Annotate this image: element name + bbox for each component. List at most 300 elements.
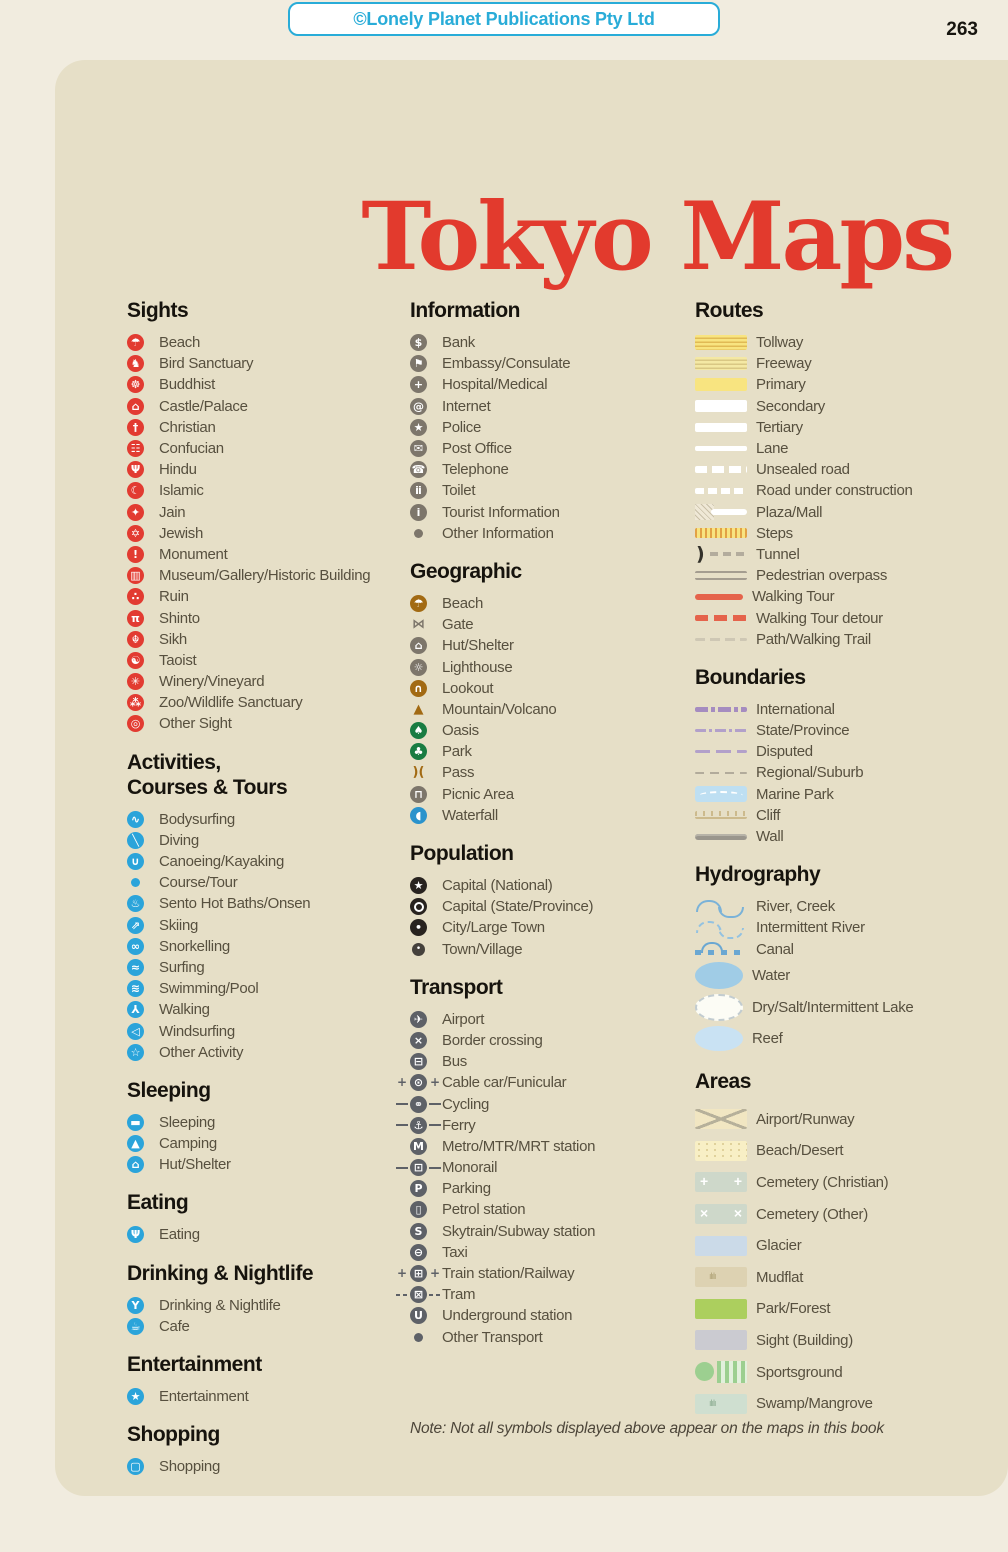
legend-item-label: Picnic Area bbox=[442, 785, 514, 803]
legend-item bbox=[127, 1042, 410, 1063]
legend-section-hydrography bbox=[695, 862, 998, 1054]
legend-item bbox=[127, 353, 410, 374]
hut-shelter-icon: ⌂ bbox=[127, 1156, 144, 1173]
legend-item bbox=[410, 805, 695, 826]
legend-panel bbox=[55, 60, 1008, 1496]
legend-item-label: Road under construction bbox=[756, 482, 913, 500]
legend-item-label: Christian bbox=[159, 418, 216, 436]
legend-item-label: Skytrain/Subway station bbox=[442, 1222, 596, 1240]
legend-item bbox=[410, 1199, 695, 1220]
legend-section-shopping bbox=[127, 1422, 410, 1477]
unsealed-road-swatch bbox=[695, 466, 747, 473]
legend-item bbox=[695, 762, 998, 783]
legend-item bbox=[127, 671, 410, 692]
legend-item-label: Bird Sanctuary bbox=[159, 355, 254, 373]
windsurfing-icon: ◁ bbox=[127, 1023, 144, 1040]
internet-icon: @ bbox=[410, 398, 427, 415]
pedestrian-overpass-swatch bbox=[695, 571, 747, 580]
town-village-icon: • bbox=[412, 943, 425, 956]
legend-item bbox=[410, 939, 695, 960]
legend-item bbox=[410, 1284, 695, 1305]
swimming-pool-icon: ≋ bbox=[127, 980, 144, 997]
cycling-icon: ⚭ bbox=[410, 1096, 427, 1113]
picnic-area-icon: ⊓ bbox=[410, 786, 427, 803]
capital-national-icon: ★ bbox=[410, 877, 427, 894]
legend-item bbox=[695, 438, 998, 459]
legend-item-label: Wall bbox=[756, 828, 784, 846]
legend-item-label: Swamp/Mangrove bbox=[756, 1395, 873, 1413]
bird-sanctuary-icon: ♞ bbox=[127, 355, 144, 372]
page-number: 263 bbox=[946, 19, 978, 40]
train-station-railway-icon: + ⊞ + bbox=[410, 1265, 427, 1282]
legend-item bbox=[410, 635, 695, 656]
legend-item-label: Zoo/Wildlife Sanctuary bbox=[159, 694, 303, 712]
legend-item-label: Course/Tour bbox=[159, 874, 238, 892]
legend-section-activities-courses-tours bbox=[127, 750, 410, 1063]
canoeing-kayaking-icon: ∪ bbox=[127, 853, 144, 870]
legend-item-label: Sight (Building) bbox=[756, 1331, 853, 1349]
ruin-icon: ∴ bbox=[127, 588, 144, 605]
other-information-icon bbox=[414, 529, 423, 538]
legend-item bbox=[695, 396, 998, 417]
legend-item bbox=[695, 565, 998, 586]
glacier-area-swatch bbox=[695, 1236, 747, 1256]
legend-item bbox=[127, 1020, 410, 1041]
legend-item bbox=[410, 1072, 695, 1093]
snorkelling-icon: ∞ bbox=[127, 938, 144, 955]
legend-section-information bbox=[410, 298, 695, 544]
legend-item-label: Town/Village bbox=[442, 940, 523, 958]
drinking-nightlife-icon: Y bbox=[127, 1297, 144, 1314]
legend-section-boundaries bbox=[695, 665, 998, 847]
legend-item bbox=[127, 565, 410, 586]
legend-item bbox=[695, 1261, 998, 1293]
legend-item-label: State/Province bbox=[756, 722, 850, 740]
legend-item-label: Plaza/Mall bbox=[756, 503, 823, 521]
legend-item bbox=[410, 438, 695, 459]
legend-item bbox=[410, 741, 695, 762]
airport-icon: ✈ bbox=[410, 1011, 427, 1028]
legend-item-label: Taoist bbox=[159, 651, 197, 669]
legend-item bbox=[127, 1133, 410, 1154]
legend-item bbox=[695, 1167, 998, 1199]
legend-item-label: Parking bbox=[442, 1180, 491, 1198]
ferry-icon: ⚓ bbox=[410, 1117, 427, 1134]
cemetery-christian-area-swatch bbox=[695, 1172, 747, 1192]
legend-item-label: Cemetery (Other) bbox=[756, 1205, 868, 1223]
page-title: Tokyo Maps bbox=[361, 182, 952, 292]
legend-item-label: Eating bbox=[159, 1226, 200, 1244]
legend-item-label: Monorail bbox=[442, 1159, 498, 1177]
tertiary-road-swatch bbox=[695, 423, 747, 432]
other-transport-icon bbox=[414, 1333, 423, 1342]
legend-item bbox=[127, 629, 410, 650]
section-heading-boundaries: Boundaries bbox=[695, 665, 806, 689]
legend-item bbox=[695, 1023, 998, 1055]
legend-item-label: Hospital/Medical bbox=[442, 376, 548, 394]
legend-item bbox=[410, 417, 695, 438]
legend-item bbox=[695, 459, 998, 480]
canal-swatch bbox=[695, 942, 747, 956]
legend-item bbox=[410, 1093, 695, 1114]
legend-section-eating bbox=[127, 1190, 410, 1245]
freeway-swatch bbox=[695, 357, 747, 370]
legend-item-label: Sleeping bbox=[159, 1113, 215, 1131]
section-heading-geographic: Geographic bbox=[410, 559, 522, 583]
legend-item-label: Capital (National) bbox=[442, 877, 553, 895]
jewish-icon: ✡ bbox=[127, 525, 144, 542]
legend-item-label: Walking Tour bbox=[752, 588, 835, 606]
capital-state-province-icon bbox=[410, 898, 427, 915]
buddhist-icon: ☸ bbox=[127, 376, 144, 393]
tourist-information-icon: i bbox=[410, 504, 427, 521]
legend-item bbox=[127, 1224, 410, 1245]
legend-item-label: Tram bbox=[442, 1286, 476, 1304]
section-heading-information: Information bbox=[410, 299, 520, 322]
zoo-wildlife-sanctuary-icon: ⁂ bbox=[127, 694, 144, 711]
legend-item-label: Jain bbox=[159, 503, 186, 521]
police-icon: ★ bbox=[410, 419, 427, 436]
international-boundary-swatch bbox=[695, 707, 747, 712]
post-office-icon: ✉ bbox=[410, 440, 427, 457]
legend-item-label: Tourist Information bbox=[442, 503, 560, 521]
section-heading-drinking-nightlife: Drinking & Nightlife bbox=[127, 1261, 313, 1285]
legend-item-label: Pass bbox=[442, 764, 475, 782]
primary-road-swatch bbox=[695, 378, 747, 391]
castle-palace-icon: ⌂ bbox=[127, 398, 144, 415]
legend-item-label: Hut/Shelter bbox=[442, 637, 514, 655]
legend-item bbox=[695, 720, 998, 741]
legend-item bbox=[410, 1305, 695, 1326]
walking-icon: ⅄ bbox=[127, 1001, 144, 1018]
cemetery-other-area-swatch bbox=[695, 1204, 747, 1224]
disputed-boundary-swatch bbox=[695, 750, 747, 753]
legend-item-label: Other Transport bbox=[442, 1328, 543, 1346]
legend-item-label: Underground station bbox=[442, 1307, 573, 1325]
legend-item bbox=[695, 960, 998, 992]
legend-item-label: Diving bbox=[159, 831, 199, 849]
legend-item-label: Oasis bbox=[442, 722, 479, 740]
legend-item bbox=[127, 1316, 410, 1337]
legend-item bbox=[410, 1157, 695, 1178]
legend-item-label: Post Office bbox=[442, 440, 512, 458]
legend-item-label: Secondary bbox=[756, 397, 826, 415]
walking-tour-swatch bbox=[695, 594, 743, 600]
legend-item bbox=[695, 917, 998, 938]
legend-item-label: Embassy/Consulate bbox=[442, 355, 571, 373]
legend-item bbox=[410, 784, 695, 805]
mudflat-area-swatch bbox=[695, 1267, 747, 1287]
regional-suburb-boundary-swatch bbox=[695, 772, 747, 775]
legend-item bbox=[695, 544, 998, 565]
steps-swatch bbox=[695, 528, 747, 538]
legend-item bbox=[695, 741, 998, 762]
legend-item bbox=[410, 396, 695, 417]
legend-item bbox=[410, 1178, 695, 1199]
legend-item bbox=[127, 978, 410, 999]
legend-item-label: Taxi bbox=[442, 1243, 468, 1261]
diving-icon: ╲ bbox=[127, 832, 144, 849]
legend-item-label: Sikh bbox=[159, 630, 187, 648]
skiing-icon: ⇗ bbox=[127, 917, 144, 934]
tollway-swatch bbox=[695, 335, 747, 350]
legend-item bbox=[410, 1221, 695, 1242]
water-swatch bbox=[695, 962, 743, 989]
legend-item-label: Skiing bbox=[159, 916, 199, 934]
legend-item-label: Intermittent River bbox=[756, 919, 865, 937]
legend-item-label: Beach bbox=[159, 334, 201, 352]
legend-item bbox=[695, 586, 998, 607]
taoist-icon: ☯ bbox=[127, 652, 144, 669]
parking-icon: P bbox=[410, 1180, 427, 1197]
section-heading-hydrography: Hydrography bbox=[695, 863, 821, 887]
legend-section-entertainment bbox=[127, 1352, 410, 1407]
legend-item bbox=[695, 805, 998, 826]
lookout-icon: ∩ bbox=[410, 680, 427, 697]
legend-item bbox=[695, 374, 998, 395]
section-heading-areas: Areas bbox=[695, 1070, 751, 1094]
section-heading-activities-courses-tours: Activities, Courses & Tours bbox=[127, 750, 288, 799]
legend-item bbox=[127, 1154, 410, 1175]
city-large-town-icon: • bbox=[410, 919, 427, 936]
legend-section-population bbox=[410, 841, 695, 960]
marine-park-swatch bbox=[695, 786, 747, 802]
copyright-banner: ©Lonely Planet Publications Pty Ltd bbox=[288, 2, 720, 36]
legend-item-label: Pedestrian overpass bbox=[756, 567, 888, 585]
legend-item-label: Beach bbox=[442, 594, 484, 612]
legend-item-label: Cycling bbox=[442, 1095, 490, 1113]
tunnel-swatch bbox=[695, 546, 747, 562]
legend-item-label: Path/Walking Trail bbox=[756, 630, 871, 648]
legend-item bbox=[695, 1293, 998, 1325]
legend-item-label: Walking Tour detour bbox=[756, 609, 883, 627]
section-heading-sleeping: Sleeping bbox=[127, 1078, 211, 1102]
section-heading-routes: Routes bbox=[695, 299, 764, 322]
legend-item-label: City/Large Town bbox=[442, 919, 545, 937]
legend-item bbox=[127, 872, 410, 893]
legend-item bbox=[695, 1325, 998, 1357]
legend-item-label: Swimming/Pool bbox=[159, 980, 259, 998]
legend-item bbox=[695, 353, 998, 374]
legend-item bbox=[127, 480, 410, 501]
intermittent-river-swatch bbox=[695, 920, 747, 935]
legend-item bbox=[127, 544, 410, 565]
legend-item bbox=[410, 1263, 695, 1284]
legend-item bbox=[695, 699, 998, 720]
legend-item-label: Unsealed road bbox=[756, 461, 850, 479]
legend-item-label: Lane bbox=[756, 440, 789, 458]
legend-section-sleeping bbox=[127, 1078, 410, 1176]
legend-note: Note: Not all symbols displayed above appear on the maps in this book bbox=[410, 1420, 884, 1437]
state-province-boundary-swatch bbox=[695, 729, 747, 732]
legend-item-label: Airport bbox=[442, 1010, 485, 1028]
waterfall-icon: ◖ bbox=[410, 807, 427, 824]
legend-item-label: Toilet bbox=[442, 482, 476, 500]
legend-item bbox=[695, 1198, 998, 1230]
legend-item bbox=[127, 1112, 410, 1133]
legend-item-label: Other Sight bbox=[159, 715, 232, 733]
legend-item-label: Freeway bbox=[756, 355, 812, 373]
legend-item bbox=[127, 332, 410, 353]
dry-salt-intermittent-lake-swatch bbox=[695, 994, 743, 1021]
bus-icon: ⊟ bbox=[410, 1053, 427, 1070]
sportsground-area-swatch bbox=[695, 1361, 747, 1383]
legend-item bbox=[127, 459, 410, 480]
confucian-icon: ☷ bbox=[127, 440, 144, 457]
legend-item bbox=[410, 480, 695, 501]
legend-item-label: Cable car/Funicular bbox=[442, 1074, 567, 1092]
legend-item bbox=[127, 523, 410, 544]
section-heading-entertainment: Entertainment bbox=[127, 1352, 262, 1376]
legend-item-label: Cliff bbox=[756, 806, 781, 824]
legend-item bbox=[695, 332, 998, 353]
legend-item-label: Petrol station bbox=[442, 1201, 526, 1219]
legend-item bbox=[410, 656, 695, 677]
legend-item-label: Metro/MTR/MRT station bbox=[442, 1137, 596, 1155]
legend-item bbox=[410, 762, 695, 783]
legend-item bbox=[410, 875, 695, 896]
mountain-volcano-icon: ▲ bbox=[413, 701, 424, 717]
legend-item bbox=[410, 353, 695, 374]
legend-item bbox=[410, 593, 695, 614]
taxi-icon: ⊖ bbox=[410, 1244, 427, 1261]
cafe-icon: ☕ bbox=[127, 1318, 144, 1335]
legend-section-transport bbox=[410, 975, 695, 1348]
airport-runway-area-swatch bbox=[695, 1109, 747, 1129]
tram-icon: ⊠ bbox=[410, 1286, 427, 1303]
legend-item-label: Lookout bbox=[442, 679, 494, 697]
legend-column-sights-activities bbox=[127, 298, 410, 1477]
legend-item-label: Steps bbox=[756, 524, 793, 542]
legend-item-label: Lighthouse bbox=[442, 658, 513, 676]
legend-item-label: Shopping bbox=[159, 1458, 220, 1476]
section-heading-population: Population bbox=[410, 841, 514, 865]
legend-item-label: Castle/Palace bbox=[159, 397, 248, 415]
swamp-mangrove-area-swatch bbox=[695, 1394, 747, 1414]
legend-item-label: Drinking & Nightlife bbox=[159, 1296, 281, 1314]
legend-item-label: Ferry bbox=[442, 1116, 476, 1134]
walking-tour-detour-swatch bbox=[695, 615, 747, 621]
toilet-icon: ⅱ bbox=[410, 482, 427, 499]
bank-icon: $ bbox=[410, 334, 427, 351]
legend-item bbox=[410, 1030, 695, 1051]
pass-icon: )( bbox=[412, 765, 425, 781]
legend-item-label: Windsurfing bbox=[159, 1022, 235, 1040]
park-forest-area-swatch bbox=[695, 1299, 747, 1319]
legend-item-label: Camping bbox=[159, 1135, 217, 1153]
skytrain-subway-station-icon: S bbox=[410, 1223, 427, 1240]
legend-item bbox=[695, 1388, 998, 1420]
other-sight-icon: ◎ bbox=[127, 715, 144, 732]
legend-item bbox=[410, 699, 695, 720]
shinto-icon: π bbox=[127, 610, 144, 627]
metro-station-icon: M bbox=[410, 1138, 427, 1155]
legend-item bbox=[695, 826, 998, 847]
legend-item bbox=[127, 607, 410, 628]
legend-item bbox=[127, 1295, 410, 1316]
legend-item-label: Disputed bbox=[756, 743, 813, 761]
legend-item bbox=[127, 502, 410, 523]
legend-item bbox=[127, 692, 410, 713]
legend-item-label: Telephone bbox=[442, 461, 509, 479]
legend-column-routes-areas bbox=[695, 298, 998, 1477]
legend-item-label: Tertiary bbox=[756, 418, 803, 436]
legend-item-label: Dry/Salt/Intermittent Lake bbox=[752, 998, 914, 1016]
road-under-construction-swatch bbox=[695, 488, 747, 494]
legend-item-label: Beach/Desert bbox=[756, 1142, 844, 1160]
legend-item-label: Regional/Suburb bbox=[756, 764, 864, 782]
winery-vineyard-icon: ✳ bbox=[127, 673, 144, 690]
legend-item bbox=[127, 830, 410, 851]
legend-item bbox=[410, 917, 695, 938]
sight-building-area-swatch bbox=[695, 1330, 747, 1350]
legend-item-label: Park bbox=[442, 743, 472, 761]
legend-item bbox=[695, 502, 998, 523]
jain-icon: ✦ bbox=[127, 504, 144, 521]
geo-beach-icon: ☂ bbox=[410, 595, 427, 612]
camping-icon: ▲ bbox=[127, 1135, 144, 1152]
legend-item bbox=[127, 1456, 410, 1477]
oasis-icon: ♠ bbox=[410, 722, 427, 739]
legend-item-label: Marine Park bbox=[756, 785, 834, 803]
legend-item bbox=[410, 614, 695, 635]
legend-item-label: Airport/Runway bbox=[756, 1110, 855, 1128]
legend-item-label: Sento Hot Baths/Onsen bbox=[159, 895, 311, 913]
river-creek-swatch bbox=[695, 899, 747, 914]
legend-item bbox=[127, 957, 410, 978]
legend-item-label: International bbox=[756, 700, 835, 718]
legend-item bbox=[410, 1136, 695, 1157]
park-icon: ♣ bbox=[410, 743, 427, 760]
legend-item bbox=[695, 1135, 998, 1167]
legend-item bbox=[410, 1009, 695, 1030]
legend-item-label: Monument bbox=[159, 545, 228, 563]
legend-item bbox=[127, 713, 410, 734]
legend-item-label: River, Creek bbox=[756, 898, 835, 916]
legend-item bbox=[127, 999, 410, 1020]
legend-item bbox=[127, 1386, 410, 1407]
legend-item-label: Confucian bbox=[159, 440, 224, 458]
legend-item-label: Snorkelling bbox=[159, 937, 230, 955]
monument-icon: ! bbox=[127, 546, 144, 563]
legend-item-label: Primary bbox=[756, 376, 806, 394]
section-heading-eating: Eating bbox=[127, 1191, 189, 1215]
legend-item-label: Museum/Gallery/Historic Building bbox=[159, 567, 371, 585]
legend-section-routes bbox=[695, 298, 998, 650]
path-walking-trail-swatch bbox=[695, 638, 747, 641]
legend-item-label: Surfing bbox=[159, 958, 205, 976]
legend-item-label: Mudflat bbox=[756, 1268, 804, 1286]
christian-icon: † bbox=[127, 419, 144, 436]
legend-item-label: Border crossing bbox=[442, 1031, 543, 1049]
legend-columns bbox=[127, 298, 998, 1477]
legend-item bbox=[127, 893, 410, 914]
entertainment-icon: ★ bbox=[127, 1388, 144, 1405]
monorail-icon: ⊡ bbox=[410, 1159, 427, 1176]
legend-item bbox=[127, 936, 410, 957]
legend-item bbox=[127, 438, 410, 459]
legend-item bbox=[695, 784, 998, 805]
legend-item-label: Sportsground bbox=[756, 1363, 843, 1381]
legend-item bbox=[127, 586, 410, 607]
legend-item bbox=[695, 1103, 998, 1135]
gate-icon: ⋈ bbox=[412, 617, 425, 633]
legend-section-areas bbox=[695, 1069, 998, 1419]
surfing-icon: ≈ bbox=[127, 959, 144, 976]
legend-item bbox=[695, 1230, 998, 1262]
beach-desert-area-swatch bbox=[695, 1141, 747, 1161]
sento-hot-baths-onsen-icon: ♨ bbox=[127, 895, 144, 912]
